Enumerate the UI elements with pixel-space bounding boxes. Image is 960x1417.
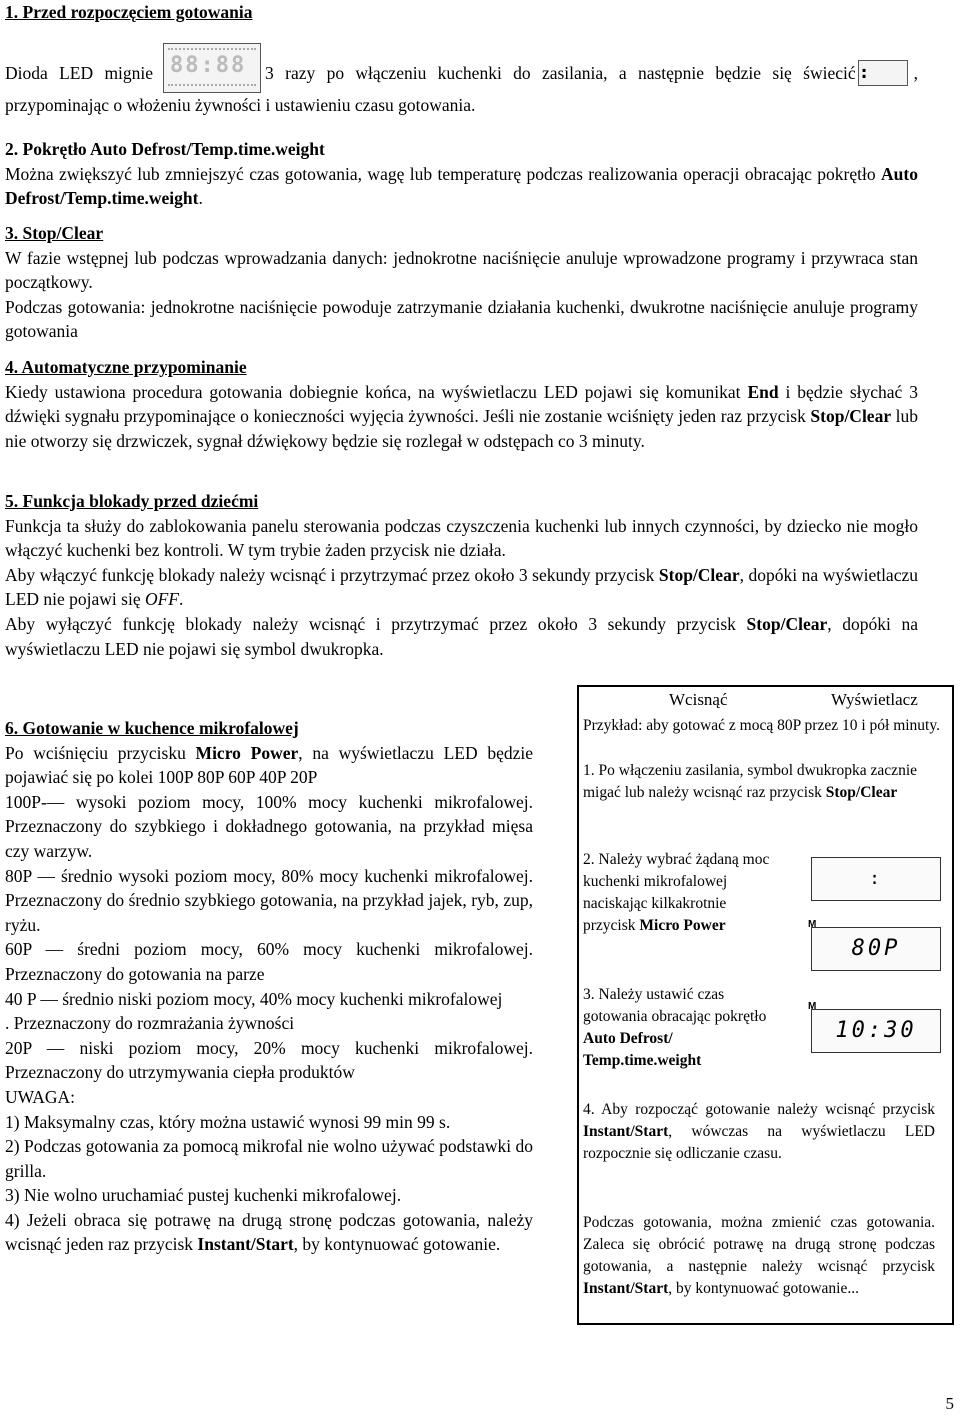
display-colon xyxy=(811,857,941,901)
box-step-4 xyxy=(583,1099,935,1165)
section-6-heading: 6. Gotowanie w kuchence mikrofalowej xyxy=(5,718,299,738)
step4-text: 4. Aby rozpocząć gotowanie należy wcisnąć przycisk xyxy=(583,1101,935,1118)
step5-text-2: , by kontynuować gotowanie... xyxy=(668,1280,859,1297)
box-step-2 xyxy=(583,849,773,937)
section-6-note-2: 2) Podczas gotowania za pomocą mikrofal nie wolno używać podstawki do grilla. xyxy=(5,1136,533,1181)
s5-p2b: Stop/Clear xyxy=(658,564,740,585)
s5-p2c: , dopóki na wyświetlaczu LED nie pojawi się xyxy=(5,564,918,610)
display-power-value: 80P xyxy=(851,936,901,961)
section-6-p1 xyxy=(5,741,533,790)
led-bottom-row xyxy=(168,84,256,90)
s6-n4b: Instant/Start xyxy=(197,1234,294,1255)
s5-p2e: . xyxy=(179,589,184,610)
s2-b1: Auto Defrost/Temp.time.weight xyxy=(5,163,918,209)
s2-t1: Można zwiększyć lub zmniejszyć czas gotowania, wagę lub temperaturę podczas realizowania operacji obracając pokrętło xyxy=(5,163,882,184)
section-5-heading: 5. Funkcja blokady przed dziećmi xyxy=(5,491,259,511)
section-6-p4: 60P — średni poziom mocy, 60% mocy kuchenki mikrofalowej. Przeznaczony do gotowania na parze xyxy=(5,939,533,984)
section-6-p3: 80P — średnio wysoki poziom mocy, 80% mocy kuchenki mikrofalowej. Przeznaczony do średnio szybkiego gotowania, na przykład jajek, ryb, zup, ryżu. xyxy=(5,865,533,935)
step2-button: Micro Power xyxy=(639,917,726,934)
section-6-note-4 xyxy=(5,1208,533,1257)
box-example: Przykład: aby gotować z mocą 80P przez 10 i pół minuty. xyxy=(583,717,940,734)
step5-button: Instant/Start xyxy=(583,1280,669,1297)
s4-b1: End xyxy=(747,381,779,402)
section-2-text xyxy=(5,162,918,211)
s4-t3: lub nie otworzy się drzwiczek, sygnał dźwiękowy będzie się rozlegał w odstępach co 3 minuty. xyxy=(5,406,918,451)
s5-p3c: , dopóki na wyświetlaczu LED nie pojawi się symbol dwukropka. xyxy=(5,613,918,659)
box-col-display: Wyświetlacz xyxy=(831,690,918,709)
step2-text: 2. Należy wybrać żądaną moc kuchenki mikrofalowej naciskając kilkakrotnie przycisk xyxy=(583,851,770,934)
step4-button: Instant/Start xyxy=(583,1123,669,1140)
text-przypominajac: , przypominając o włożeniu żywności i ustawieniu czasu gotowania. xyxy=(5,62,918,115)
text-razy: 3 razy po włączeniu kuchenki do zasilania, a następnie będzie się świecić xyxy=(265,62,856,83)
s4-t1: Kiedy ustawiona procedura gotowania dobiegnie końca, na wyświetlaczu LED pojawi się komunikat xyxy=(5,381,748,402)
step4-text-2: , wówczas na wyświetlaczu LED rozpocznie się odliczanie czasu. xyxy=(583,1123,935,1162)
section-6-p6: . Przeznaczony do rozmrażania żywności xyxy=(5,1013,295,1034)
display-time-m: M xyxy=(808,1001,817,1012)
text-dioda: Dioda LED mignie xyxy=(5,62,154,83)
display-power xyxy=(808,919,941,971)
display-power-m: M xyxy=(808,919,817,930)
section-5-p3 xyxy=(5,612,918,661)
section-4-text xyxy=(5,380,918,454)
s5-p2a: Aby włączyć funkcję blokady należy wcisnąć i przytrzymać przez około 3 sekundy przycisk xyxy=(5,564,659,585)
s5-p3b: Stop/Clear xyxy=(746,613,828,634)
s4-t2: i będzie słychać 3 dźwięki sygnału przypominające o konieczności wyjęcia żywności. Jeśli nie zostanie wciśnięty jeden raz przycisk xyxy=(5,381,918,427)
led-digits: 88:88 xyxy=(170,52,247,78)
s5-p2d: OFF xyxy=(144,589,179,610)
step1-button: Stop/Clear xyxy=(825,784,898,801)
box-step-3 xyxy=(583,984,773,1072)
step1-text: 1. Po włączeniu zasilania, symbol dwukropka zacznie migać lub należy wcisnąć raz przycisk xyxy=(583,762,917,801)
section-6 xyxy=(5,716,533,1257)
display-time-value: 10:30 xyxy=(835,1018,917,1043)
section-6-note-1: 1) Maksymalny czas, który można ustawić wynosi 99 min 99 s. xyxy=(5,1111,451,1132)
section-3-p1: W fazie wstępnej lub podczas wprowadzania danych: jednokrotne naciśnięcie anuluje wprowadzone programy i przywraca stan początkowy. xyxy=(5,247,918,293)
section-3 xyxy=(5,221,918,344)
s6-n4a: 4) Jeżeli obraca się potrawę na drugą stronę podczas gotowania, należy wcisnąć jeden raz przycisk xyxy=(5,1209,533,1255)
step3-knob: Auto Defrost/ Temp.time.weight xyxy=(583,1030,702,1069)
section-6-uwaga: UWAGA: xyxy=(5,1086,75,1107)
page-number: 5 xyxy=(945,1394,954,1413)
section-1-text xyxy=(5,52,918,118)
s6-n4c: , by kontynuować gotowanie. xyxy=(293,1234,501,1255)
step5-text: Podczas gotowania, można zmienić czas gotowania. Zaleca się obrócić potrawę na drugą stronę podczas gotowania, a następnie należy wcisnąć przycisk xyxy=(583,1214,935,1275)
colon-display-image xyxy=(858,60,908,86)
section-3-p2: Podczas gotowania: jednokrotne naciśnięcie powoduje zatrzymanie działania kuchenki, dwukrotne naciśnięcie anuluje programy gotowania xyxy=(5,296,918,342)
section-5-p1: Funkcja ta służy do zablokowania panelu sterowania podczas czyszczenia kuchenki lub innych czynności, by dziecko nie mogło włączyć kuchenki bez kontroli. W tym trybie żaden przycisk nie działa. xyxy=(5,515,918,561)
section-1-heading: 1. Przed rozpoczęciem gotowania xyxy=(5,2,253,22)
section-5-p2 xyxy=(5,563,918,612)
section-6-p2: 100P-— wysoki poziom mocy, 100% mocy kuchenki mikrofalowej. Przeznaczony do szybkiego i dokładnego gotowania, na przykład mięsa czy warzyw. xyxy=(5,791,533,861)
display-colon-value: : xyxy=(869,868,883,889)
section-6-note-3: 3) Nie wolno uruchamiać pustej kuchenki mikrofalowej. xyxy=(5,1185,402,1206)
section-4-heading: 4. Automatyczne przypominanie xyxy=(5,357,247,377)
section-4 xyxy=(5,355,918,453)
section-2 xyxy=(5,137,918,211)
s5-p3a: Aby wyłączyć funkcję blokady należy wcisnąć i przytrzymać przez około 3 sekundy przycisk xyxy=(5,613,747,634)
box-step-5 xyxy=(583,1212,935,1300)
s2-t2: . xyxy=(198,188,203,209)
box-col-press: Wcisnąć xyxy=(669,690,728,709)
colon-glyph: : xyxy=(858,61,870,83)
section-1 xyxy=(5,0,918,117)
s6-p1c: , na wyświetlaczu LED będzie pojawiać się po kolei 100P 80P 60P 40P 20P xyxy=(5,742,533,788)
section-2-heading: 2. Pokrętło Auto Defrost/Temp.time.weight xyxy=(5,139,325,159)
section-5 xyxy=(5,489,918,661)
box-header xyxy=(579,689,952,713)
s4-b2: Stop/Clear xyxy=(810,406,892,427)
s6-p1a: Po wciśnięciu przycisku xyxy=(5,742,196,763)
section-6-p7: 20P — niski poziom mocy, 20% mocy kuchenki mikrofalowej. Przeznaczony do utrzymywania ciepła produktów xyxy=(5,1037,533,1083)
display-time xyxy=(808,1001,941,1053)
box-step-1 xyxy=(583,760,933,804)
led-display-image xyxy=(163,43,261,93)
s6-p1b: Micro Power xyxy=(195,742,299,763)
instruction-box xyxy=(577,685,954,1325)
section-6-p5: 40 P — średnio niski poziom mocy, 40% mocy kuchenki mikrofalowej xyxy=(5,988,503,1009)
step3-text: 3. Należy ustawić czas gotowania obracając pokrętło xyxy=(583,986,767,1025)
section-3-heading: 3. Stop/Clear xyxy=(5,223,104,243)
